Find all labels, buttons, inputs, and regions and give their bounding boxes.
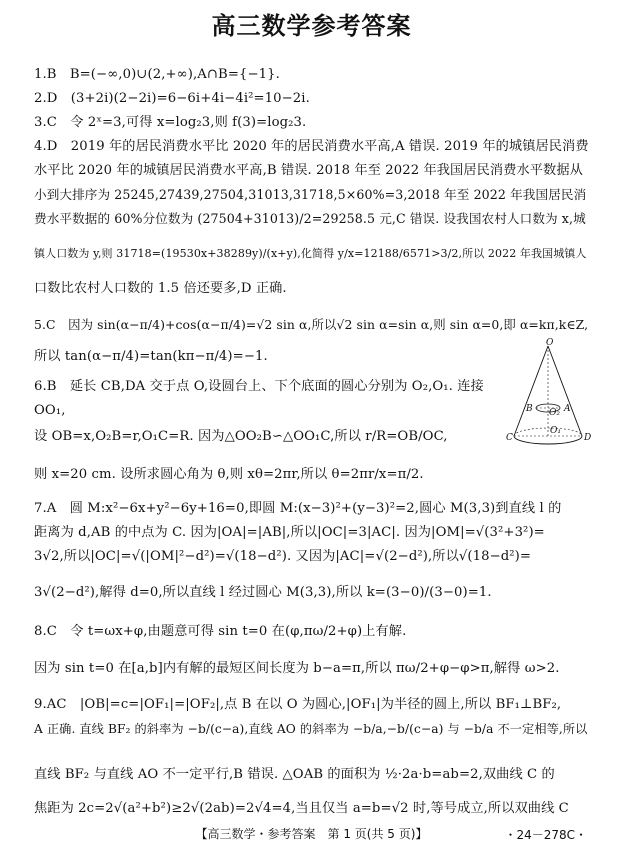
answer-line: 费水平数据的 60%分位数为 (27504+31013)/2=29258.5 元,C 错误. 设我国农村人口数为 x,城 xyxy=(34,211,586,226)
page-title: 高三数学参考答案 xyxy=(211,12,412,40)
frustum-cone-figure xyxy=(506,338,590,448)
page-footer: 【高三数学・参考答案 第 1 页(共 5 页)】 xyxy=(195,827,428,841)
answer-line: OO₁, xyxy=(34,403,66,418)
answer-line: 因为 sin t=0 在[a,b]内有解的最短区间长度为 b−a=π,所以 πω/2+φ−φ>π,解得 ω>2. xyxy=(34,661,560,676)
answer-line: 设 OB=x,O₂B=r,O₁C=R. 因为△OO₂B∽△OO₁C,所以 r/R=OB/OC, xyxy=(34,429,448,444)
answer-line: 小到大排序为 25245,27439,27504,31013,31718,5×60%=3,2018 年至 2022 年我国居民消 xyxy=(34,187,587,202)
answer-line: 5.C 因为 sin(α−π/4)+cos(α−π/4)=√2 sin α,所以√2 sin α=sin α,则 sin α=0,即 α=kπ,k∈Z, xyxy=(34,317,589,332)
answer-line: 3√2,所以|OC|=√(|OM|²−d²)=√(18−d²). 又因为|AC|=√(2−d²),所以√(18−d²)= xyxy=(34,549,532,564)
answer-line: 直线 BF₂ 与直线 AO 不一定平行,B 错误. △OAB 的面积为 ½·2a·b=ab=2,双曲线 C 的 xyxy=(34,767,555,782)
answer-line: A 正确. 直线 BF₂ 的斜率为 −b/(c−a),直线 AO 的斜率为 −b/a,−b/(c−a) 与 −b/a 不一定相等,所以 xyxy=(34,722,588,736)
answer-line: 3.C 令 2ˣ=3,可得 x=log₂3,则 f(3)=log₂3. xyxy=(34,115,307,130)
label-O2: O₂ xyxy=(549,408,560,418)
answer-line: 所以 tan(α−π/4)=tan(kπ−π/4)=−1. xyxy=(34,349,268,364)
label-C: C xyxy=(506,433,513,443)
answer-line: 镇人口数为 y,则 31718=(19530x+38289y)/(x+y),化简得 y/x=12188/6571>3/2,所以 2022 年我国城镇人 xyxy=(34,247,587,260)
answer-line: 3√(2−d²),解得 d=0,所以直线 l 经过圆心 M(3,3),所以 k=(3−0)/(3−0)=1. xyxy=(34,585,492,600)
answer-line: 水平比 2020 年的城镇居民消费水平高,B 错误. 2018 年至 2022 年我国居民消费水平数据从 xyxy=(34,163,583,178)
answer-line: 6.B 延长 CB,DA 交于点 O,设圆台上、下个底面的圆心分别为 O₂,O₁. 连接 xyxy=(34,379,484,394)
label-O: O xyxy=(546,338,554,348)
answer-line: 1.B B=(−∞,0)∪(2,+∞),A∩B={−1}. xyxy=(34,67,280,82)
answer-line: 7.A 圆 M:x²−6x+y²−6y+16=0,即圆 M:(x−3)²+(y−3)²=2,圆心 M(3,3)到直线 l 的 xyxy=(34,501,562,516)
answer-line: 则 x=20 cm. 设所求圆心角为 θ,则 xθ=2πr,所以 θ=2πr/x=π/2. xyxy=(34,467,424,482)
page-code: ・24－278C・ xyxy=(504,828,587,842)
label-A: A xyxy=(564,404,571,414)
label-B: B xyxy=(526,404,533,414)
answer-line: 9.AC |OB|=c=|OF₁|=|OF₂|,点 B 在以 O 为圆心,|OF₁|为半径的圆上,所以 BF₁⊥BF₂, xyxy=(34,697,562,712)
label-D: D xyxy=(584,433,592,443)
label-O1: O₁ xyxy=(550,426,561,436)
answer-line: 4.D 2019 年的居民消费水平比 2020 年的居民消费水平高,A 错误. 2019 年的城镇居民消费 xyxy=(34,139,589,154)
answer-line: 焦距为 2c=2√(a²+b²)≥2√(2ab)=2√4=4,当且仅当 a=b=√2 时,等号成立,所以双曲线 C xyxy=(34,801,569,816)
answer-line: 口数比农村人口数的 1.5 倍还要多,D 正确. xyxy=(34,281,287,296)
cone-diagram xyxy=(506,338,590,448)
answer-line: 距离为 d,AB 的中点为 C. 因为|OA|=|AB|,所以|OC|=3|AC|. 因为|OM|=√(3²+3²)= xyxy=(34,525,545,540)
answer-line: 2.D (3+2i)(2−2i)=6−6i+4i−4i²=10−2i. xyxy=(34,91,310,106)
answer-line: 8.C 令 t=ωx+φ,由题意可得 sin t=0 在(φ,πω/2+φ)上有解. xyxy=(34,624,407,639)
